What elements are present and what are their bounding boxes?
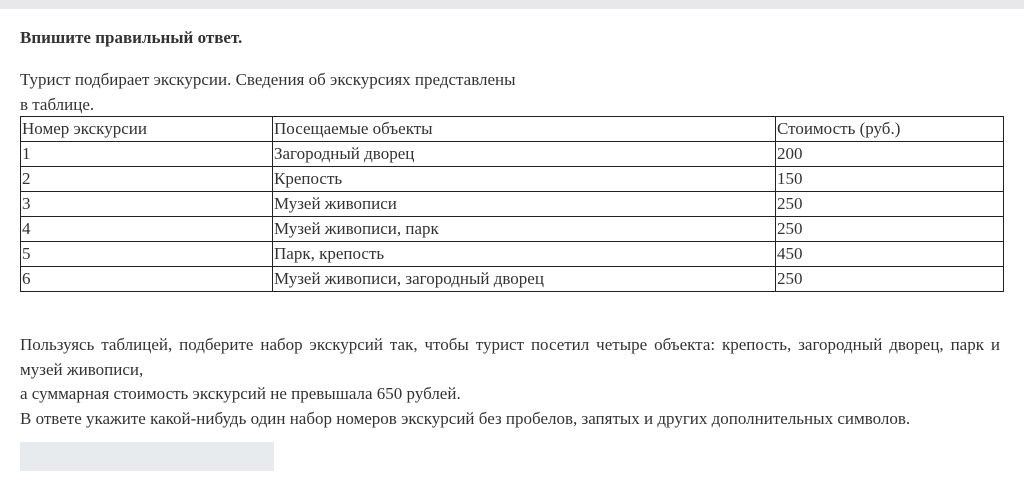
- table-row: [21, 242, 1004, 267]
- cell-number: 5: [21, 242, 273, 267]
- task-text: [20, 333, 1000, 431]
- cell-number: 1: [21, 142, 273, 167]
- question-title: Впишите правильный ответ.: [20, 28, 243, 47]
- cell-number: 6: [21, 267, 273, 292]
- cell-number: 3: [21, 192, 273, 217]
- cell-cost: 200: [776, 142, 1004, 167]
- top-bar: [0, 0, 1024, 9]
- excursions-table: [20, 116, 1004, 292]
- cell-objects: Музей живописи, загородный дворец: [273, 267, 776, 292]
- header-cost: Стоимость (руб.): [776, 117, 1004, 142]
- intro-line-2: в таблице.: [20, 95, 95, 114]
- header-excursion-number: Номер экскурсии: [21, 117, 273, 142]
- table-row: [21, 142, 1004, 167]
- task-line-1: Пользуясь таблицей, подберите набор экскурсий так, чтобы турист посетил четыре объекта: крепость, загородный дворец, парк и музей живописи,: [20, 335, 1000, 379]
- table-row: [21, 267, 1004, 292]
- table-row: [21, 217, 1004, 242]
- cell-cost: 150: [776, 167, 1004, 192]
- cell-objects: Крепость: [273, 167, 776, 192]
- header-visited-objects: Посещаемые объекты: [273, 117, 776, 142]
- task-line-3: В ответе укажите какой-нибудь один набор номеров экскурсий без пробелов, запятых и других дополнительных символов.: [20, 408, 911, 428]
- cell-objects: Музей живописи, парк: [273, 217, 776, 242]
- table-row: [21, 192, 1004, 217]
- cell-cost: 450: [776, 242, 1004, 267]
- cell-number: 4: [21, 217, 273, 242]
- intro-line-1: Турист подбирает экскурсии. Сведения об экскурсиях представлены: [20, 70, 516, 89]
- answer-input[interactable]: [20, 442, 274, 471]
- table-header-row: [21, 117, 1004, 142]
- cell-objects: Загородный дворец: [273, 142, 776, 167]
- cell-objects: Парк, крепость: [273, 242, 776, 267]
- task-line-2: а суммарная стоимость экскурсий не превышала 650 рублей.: [20, 384, 461, 403]
- cell-number: 2: [21, 167, 273, 192]
- cell-cost: 250: [776, 267, 1004, 292]
- cell-cost: 250: [776, 217, 1004, 242]
- question-intro: [20, 67, 580, 117]
- cell-objects: Музей живописи: [273, 192, 776, 217]
- cell-cost: 250: [776, 192, 1004, 217]
- table-row: [21, 167, 1004, 192]
